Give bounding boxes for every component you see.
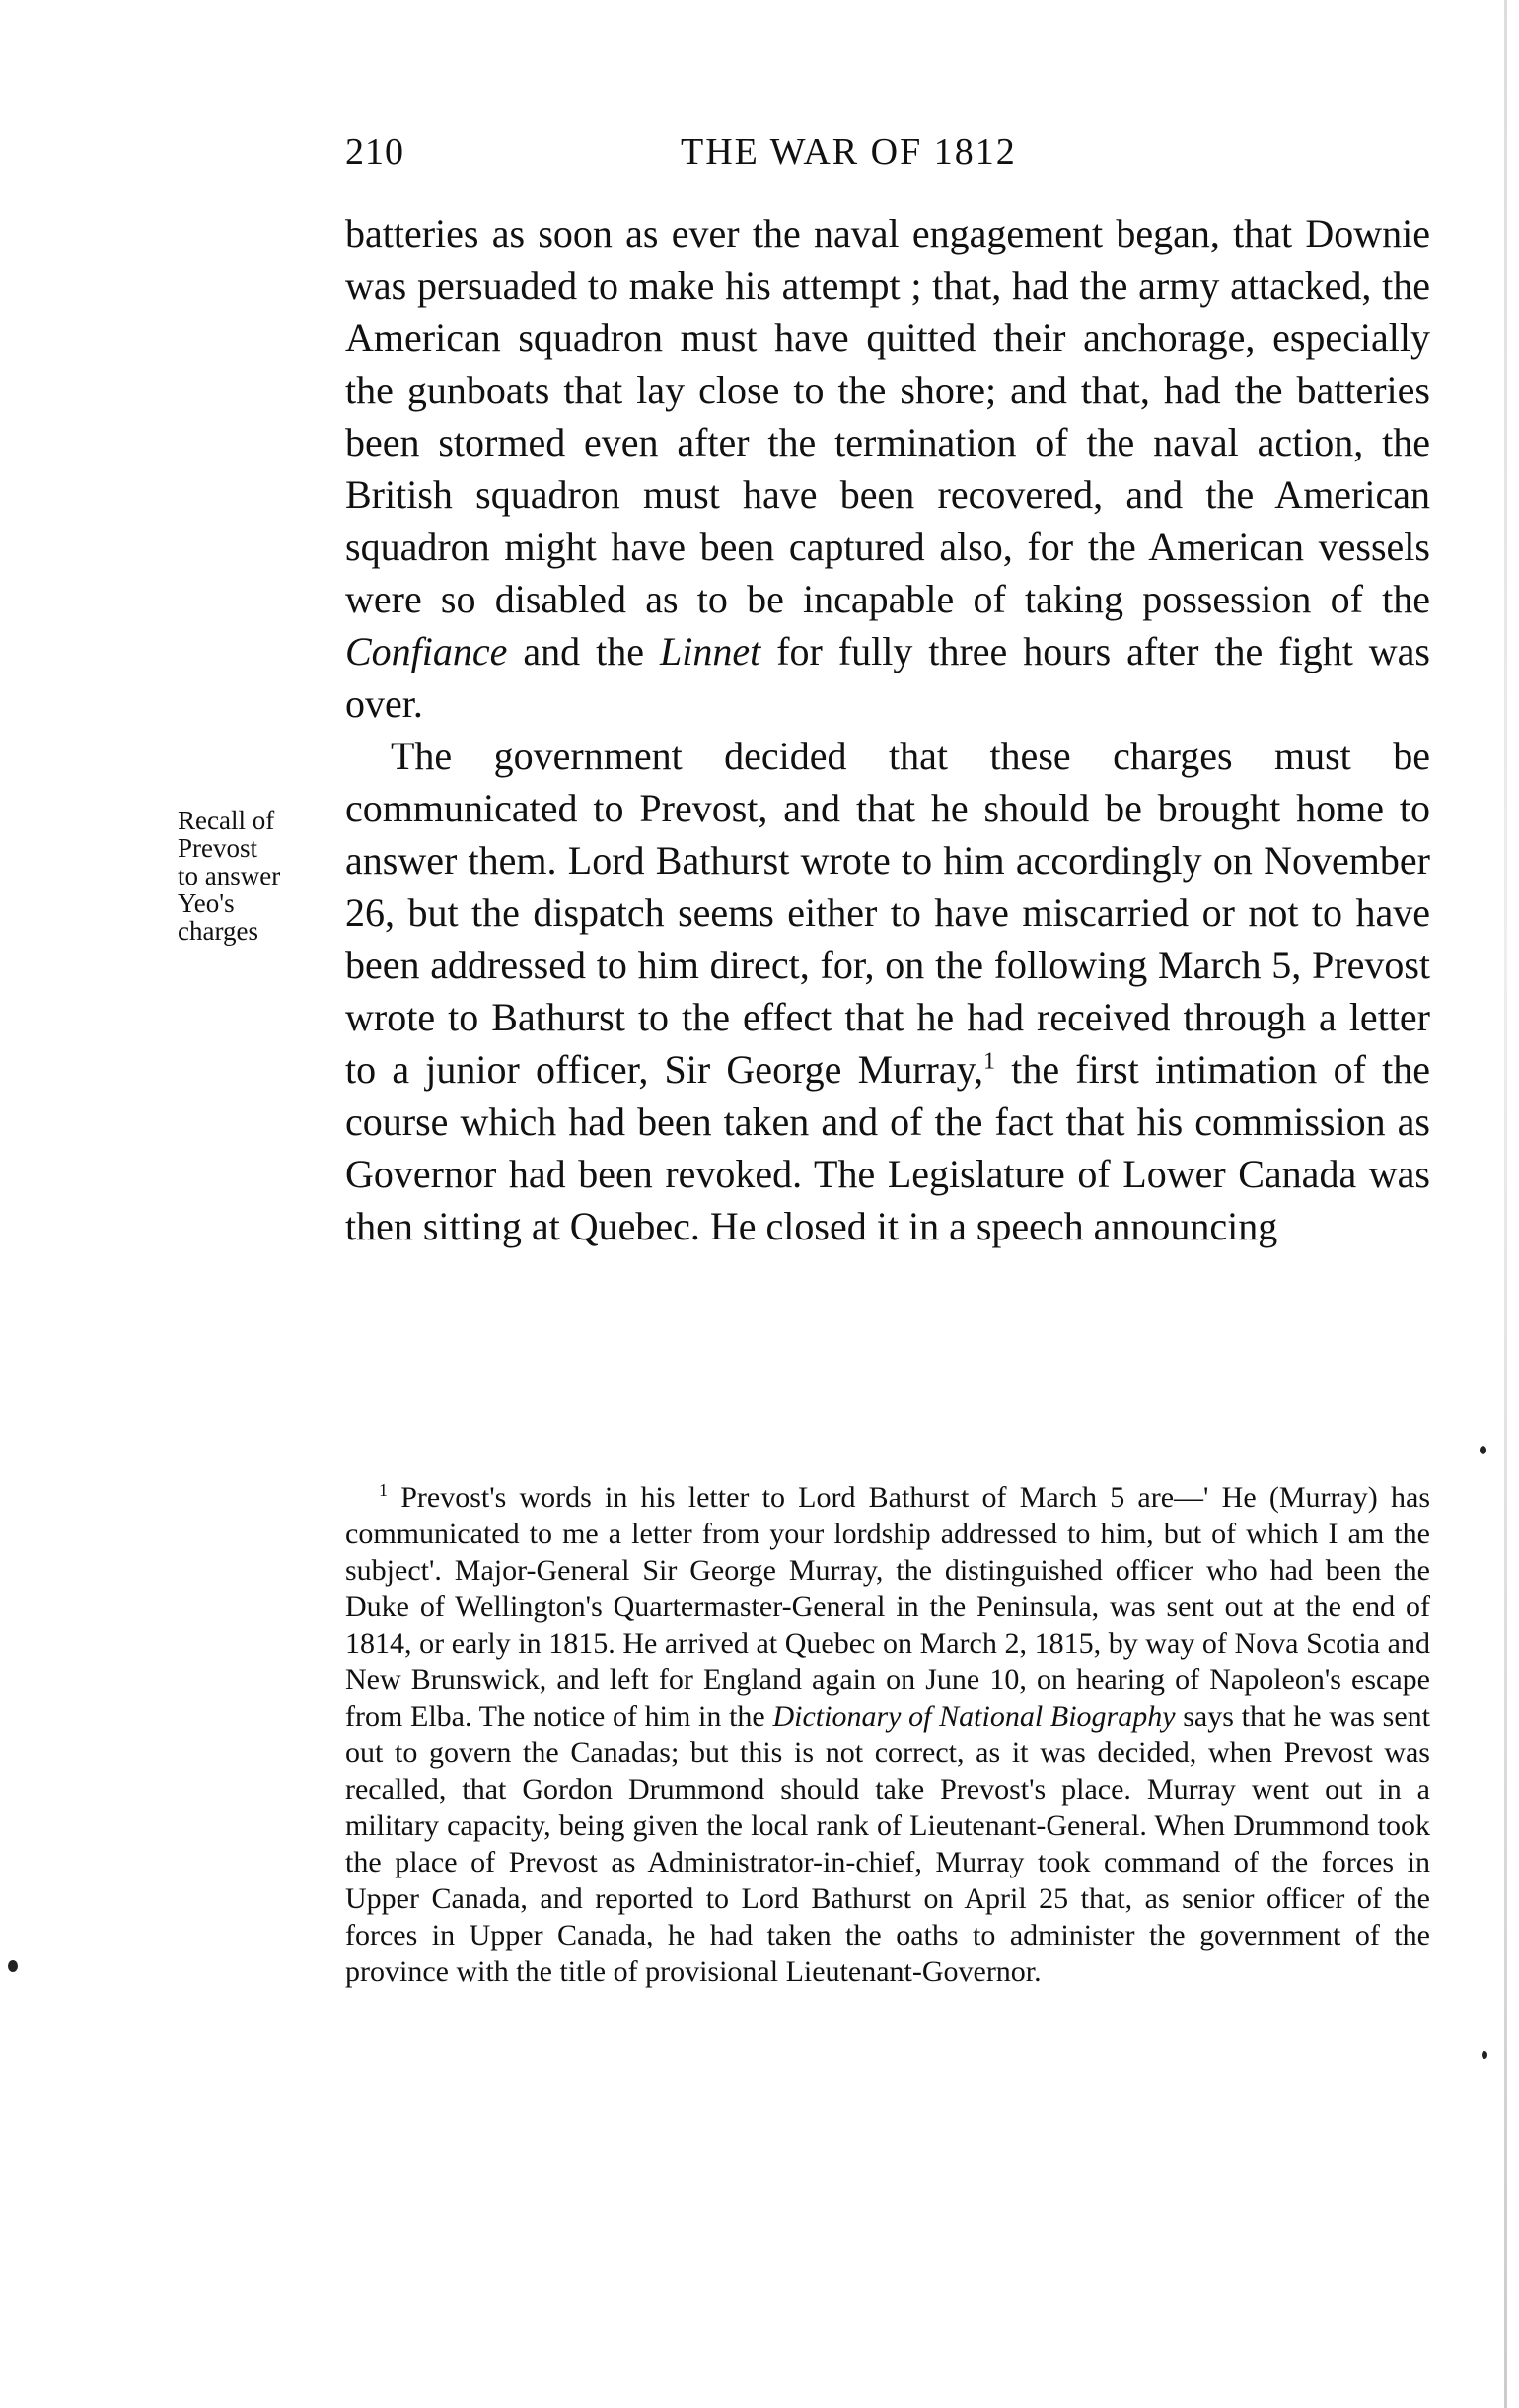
footnote-reference: 1 — [983, 1048, 995, 1075]
book-title: Dictionary of National Biography — [772, 1700, 1176, 1733]
margin-note-line: to answer — [178, 861, 281, 890]
scan-speck — [1480, 1446, 1486, 1454]
page-number: 210 — [345, 131, 404, 173]
scan-edge-shadow — [1504, 0, 1507, 2408]
margin-note — [178, 807, 335, 945]
footnote — [345, 1479, 1430, 1990]
scan-speck — [1482, 2051, 1487, 2059]
footnote-paragraph — [345, 1479, 1430, 1990]
margin-note-line: Yeo's — [178, 888, 235, 918]
scan-speck — [8, 1960, 18, 1972]
paragraph-text: the first intimation of the course which had been taken and of the fact that his commission as Governor had been revoked. The Legislature of Lower Canada was then sitting at Quebec. He closed it in a speech announcing — [345, 1047, 1430, 1248]
footnote-text: says that he was sent out to govern the Canadas; but this is not correct, as it was decided, when Prevost was recalled, that Gordon Drummond should take Prevost's place. Murray went out in a military capacity, being given the local rank of Lieutenant-General. When Drummond took the place of Prevost as Administrator-in-chief, Murray took command of the forces in Upper Canada, and reported to Lord Bathurst on April 25 that, as senior officer of the forces in Upper Canada, he had taken the oaths to administer the government of the province with the title of provisional Lieutenant-Governor. — [345, 1700, 1430, 1988]
paragraph-text: batteries as soon as ever the naval engagement began, that Downie was persuaded to make his attempt ; that, had the army attacked, the American squadron must have quitted their anchorage, especially the gunboats that lay close to the shore; and that, had the batteries been stormed even after the termination of the naval action, the British squadron must have been recovered, and the American squadron might have been captured also, for the American vessels were so disabled as to be incapable of taking possession of the — [345, 211, 1430, 621]
paragraph-text: for fully three hours after the fight was over. — [345, 629, 1430, 726]
footnote-marker: 1 — [379, 1480, 388, 1500]
ship-name: Confiance — [345, 629, 508, 673]
paragraph-recall — [345, 730, 1430, 1252]
body-text — [345, 207, 1430, 1252]
margin-note-line: Prevost — [178, 833, 257, 863]
paragraph-continued — [345, 207, 1430, 730]
margin-note-line: charges — [178, 916, 258, 946]
paragraph-text: and the — [507, 629, 660, 673]
paragraph-text: The government decided that these charges must be communicated to Prevost, and that he should be brought home to answer them. Lord Bathurst wrote to him accordingly on November 26, but the dispatch seems either to have miscarried or not to have been addressed to him direct, for, on the following March 5, Prevost wrote to Bathurst to the effect that he had received through a letter to a junior officer, Sir George Murray, — [345, 734, 1430, 1092]
page-header — [345, 130, 1430, 185]
footnote-text: Prevost's words in his letter to Lord Bathurst of March 5 are—' He (Murray) has communicated to me a letter from your lordship addressed to him, but of which I am the subject'. Major-General Sir George Murray, the distinguished officer who had been the Duke of Wellington's Quartermaster-General in the Peninsula, was sent out at the end of 1814, or early in 1815. He arrived at Quebec on March 2, 1815, by way of Nova Scotia and New Brunswick, and left for England again on June 10, on hearing of Napoleon's escape from Elba. The notice of him in the — [345, 1481, 1430, 1733]
running-head: THE WAR OF 1812 — [681, 131, 1017, 173]
ship-name: Linnet — [660, 629, 761, 673]
margin-note-line: Recall of — [178, 806, 275, 835]
